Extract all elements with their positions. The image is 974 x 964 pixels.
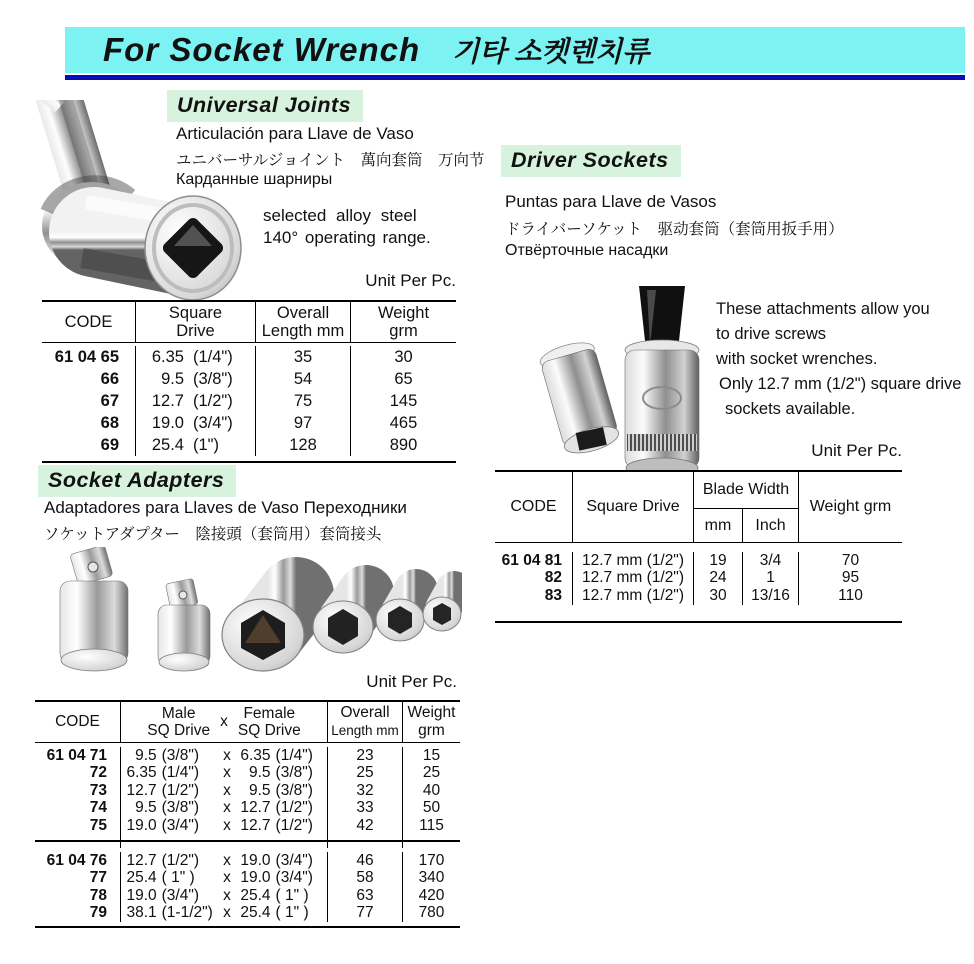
universal-joints-name-ja-zh: ユニバーサルジョイント 萬向套筒 万向节 — [176, 152, 485, 169]
universal-joints-name-ru: Карданные шарниры — [176, 171, 333, 188]
header-blade-width: Blade Width — [693, 472, 798, 509]
header-code: CODE — [510, 498, 557, 515]
socket-adapters-photo — [30, 547, 462, 673]
table-header-row — [42, 302, 456, 343]
driver-sockets-table — [495, 470, 902, 623]
table-body: 61 04 65 6.35 (1/4") 35 30 66 9.5 (3/8") 54 65 67 12.7 (1/2") 75 145 68 19.0 (3/4") 97 465 69 25.4 (1") 128 890 — [42, 343, 456, 461]
header-weight: Weight grm — [798, 472, 902, 542]
universal-joints-unit-label: Unit Per Pc. — [365, 271, 456, 290]
header-weight: Weight grm — [402, 702, 460, 742]
driver-sockets-name-ru: Отвёрточные насадки — [505, 242, 669, 259]
header-male-x-female: Male SQ Drive x Female SQ Drive — [120, 702, 327, 742]
header-code: CODE — [55, 713, 100, 730]
socket-adapters-name-ja-zh: ソケットアダプター 陰接頭（套筒用）套筒接头 — [44, 526, 382, 543]
driver-sockets-description-2: Only 12.7 mm (1/2") square drive sockets available. — [719, 375, 962, 418]
universal-joints-name-es: Articulación para Llave de Vaso — [176, 124, 414, 143]
table-header-row — [35, 702, 460, 743]
header-rule — [65, 75, 965, 80]
socket-adapters-unit-label: Unit Per Pc. — [366, 672, 457, 691]
driver-sockets-name-ja-zh: ドライバーソケット 驱动套筒（套筒用扳手用） — [505, 221, 844, 238]
header-square-drive: Square Drive — [135, 302, 255, 342]
socket-adapters-name-es-ru: Adaptadores para Llaves de Vaso Переходники — [44, 498, 407, 517]
header-overall-length: Overall Length mm — [255, 302, 350, 342]
universal-joints-title: Universal Joints — [167, 90, 363, 122]
table-body: 61 04 71 9.5 (3/8") x 6.35 (1/4") 23 15 72 6.35 (1/4") x 9.5 (3/8") 25 25 73 12.7 (1/2") x 9.5 (3/8") 32 40 74 9.5 (3/8") x 12.7 (1/2") 33 50 75 19.0 (3/4") x 12.7 (1/2") 42 115 61 04 76 12.7 (1/2") x 19.0 (3/4") 46 170 77 25.4 ( 1" ) x 19.0 (3/4") 58 340 78 19.0 (3/4") x 25.4 ( 1" ) 63 420 79 38.1 (1-1/2") x 25.4 ( 1" ) 77 780 — [35, 743, 460, 926]
page-title: For Socket Wrench — [103, 31, 421, 68]
driver-sockets-title: Driver Sockets — [501, 145, 681, 177]
driver-sockets-photo — [498, 282, 713, 480]
table-body: 61 04 81 12.7 mm (1/2") 19 3/4 70 82 12.7 mm (1/2") 24 1 95 83 12.7 mm (1/2") 30 13/16 110 — [495, 543, 902, 621]
page-header-band — [65, 27, 965, 73]
socket-adapters-title: Socket Adapters — [38, 465, 236, 497]
socket-adapters-table — [35, 700, 460, 928]
header-square-drive: Square Drive — [572, 472, 693, 542]
header-inch: Inch — [742, 509, 798, 542]
universal-joints-table — [42, 300, 456, 463]
header-weight: Weight grm — [350, 302, 456, 342]
header-code: CODE — [64, 312, 113, 331]
table-header-row — [495, 472, 902, 543]
universal-joints-note-1: selected alloy steel — [263, 206, 417, 225]
header-mm: mm — [693, 509, 742, 542]
driver-sockets-name-es: Puntas para Llave de Vasos — [505, 192, 717, 211]
driver-sockets-description-1: These attachments allow you to drive screws with socket wrenches. — [716, 300, 930, 368]
page-title-korean: 기타 소켓렌치류 — [452, 36, 650, 67]
universal-joints-note-2: 140° operating range. — [263, 228, 431, 247]
header-overall-length: Overall Length mm — [327, 702, 402, 742]
driver-sockets-unit-label: Unit Per Pc. — [811, 441, 902, 460]
